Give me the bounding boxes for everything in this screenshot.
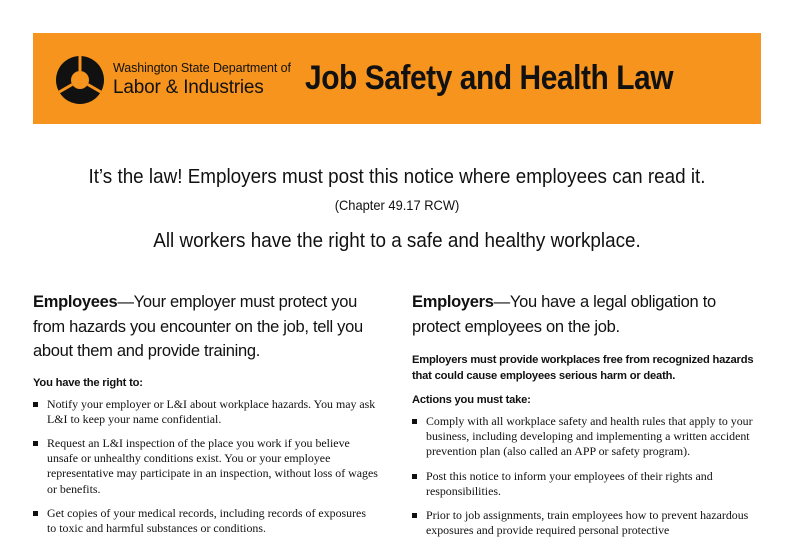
list-item	[412, 508, 764, 538]
employers-subheading: Actions you must take:	[412, 394, 531, 406]
bullet-icon	[33, 441, 38, 446]
list-item-text: Request an L&I inspection of the place you work if you believe unsafe or unhealthy conditions exist. You or your employee representative may participate in an inspection, without loss of wages or benefits.	[47, 435, 378, 496]
employees-subheading: You have the right to:	[33, 376, 143, 389]
employers-obligation: Employers must provide workplaces free from recognized hazards that could cause employees serious harm or death.	[412, 354, 754, 382]
list-item	[33, 506, 378, 536]
bullet-icon	[33, 511, 38, 516]
list-item-text: Comply with all workplace safety and health rules that apply to your business, including developing and implementing a written accident prevention plan (also called an APP or safety program).	[426, 414, 753, 459]
bullet-icon	[33, 402, 38, 407]
list-item	[412, 414, 764, 460]
employees-column	[33, 290, 378, 545]
header-banner	[33, 33, 761, 124]
list-item-text: Post this notice to inform your employees of their rights and responsibilities.	[426, 468, 713, 498]
list-item	[33, 397, 378, 427]
employees-rights-list	[33, 397, 378, 537]
list-item-text: Prior to job assignments, train employees how to prevent hazardous exposures and provide required personal protective	[426, 508, 749, 538]
agency-logo-icon	[55, 55, 105, 105]
intro-law-notice: It’s the law! Employers must post this notice where employees can read it.	[88, 165, 706, 188]
employers-column	[412, 290, 764, 547]
agency-line-1: Washington State Department of	[113, 61, 291, 75]
list-item-text: Get copies of your medical records, including records of exposures to toxic and harmful substances or conditions.	[47, 505, 366, 535]
list-item-text: Notify your employer or L&I about workplace hazards. You may ask L&I to keep your name confidential.	[47, 396, 376, 426]
employees-heading	[33, 290, 378, 364]
bullet-icon	[412, 513, 417, 518]
agency-line-2: Labor & Industries	[113, 76, 264, 98]
poster-title: Job Safety and Health Law	[305, 59, 674, 97]
list-item	[33, 436, 378, 497]
bullet-icon	[412, 419, 417, 424]
employers-heading	[412, 290, 764, 339]
employers-heading-text: —You have a legal obligation to protect employees on the job.	[412, 293, 716, 336]
employers-heading-bold: Employers	[412, 293, 494, 311]
intro-chapter-reference: (Chapter 49.17 RCW)	[334, 197, 460, 213]
agency-name	[113, 62, 291, 97]
employers-actions-list	[412, 414, 764, 538]
bullet-icon	[412, 474, 417, 479]
employees-heading-text: —Your employer must protect you from hazards you encounter on the job, tell you about them and provide training.	[33, 293, 363, 360]
intro-rights-statement: All workers have the right to a safe and healthy workplace.	[153, 229, 641, 252]
list-item	[412, 469, 764, 499]
employees-heading-bold: Employees	[33, 293, 118, 311]
